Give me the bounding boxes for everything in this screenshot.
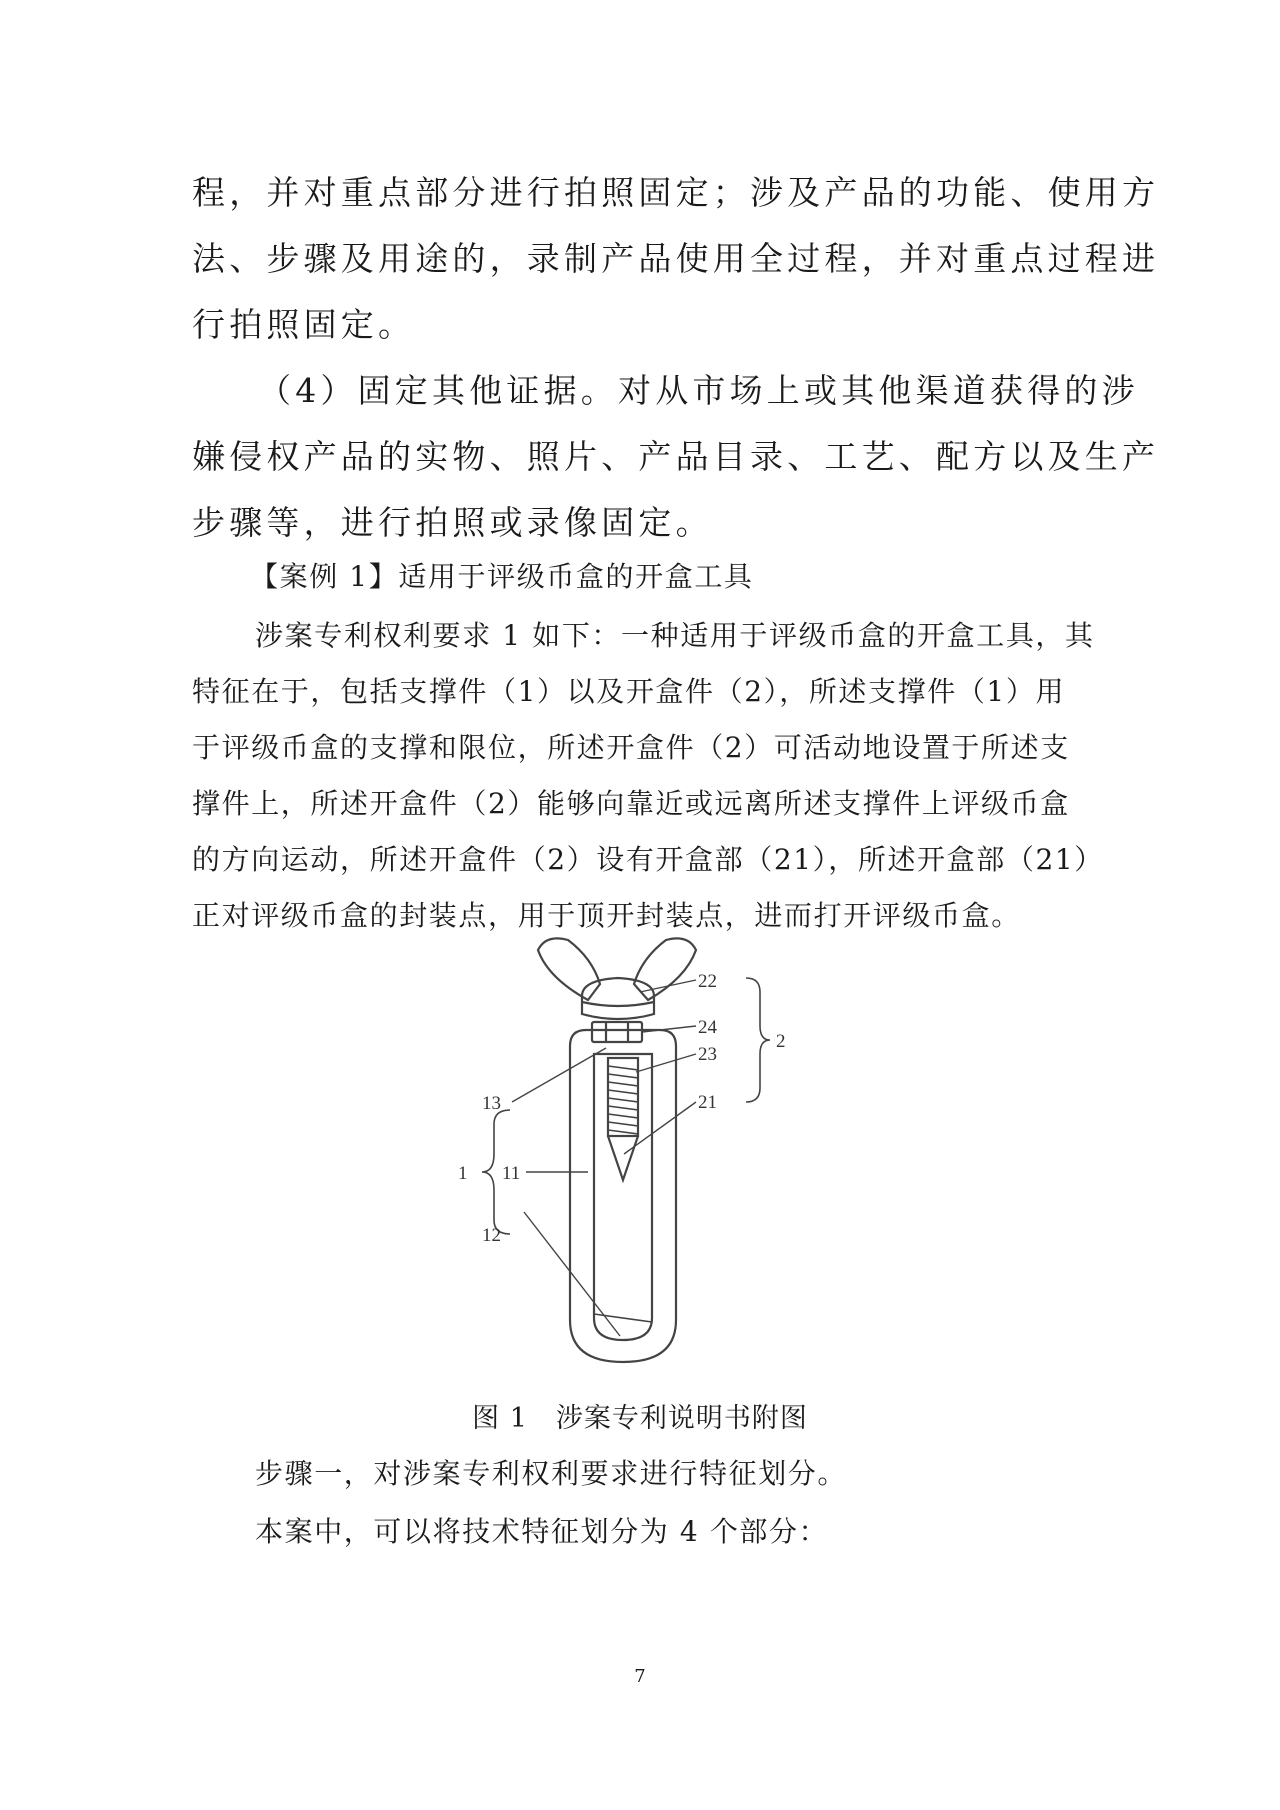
label-24: 24 bbox=[698, 1017, 717, 1038]
label-23: 23 bbox=[698, 1044, 717, 1065]
brace-2 bbox=[746, 978, 770, 1102]
patent-figure bbox=[420, 930, 820, 1380]
label-11: 11 bbox=[502, 1163, 521, 1184]
label-1: 1 bbox=[458, 1163, 468, 1184]
support-frame bbox=[570, 1030, 676, 1362]
label-12: 12 bbox=[482, 1225, 501, 1246]
para-line-3: 行拍照固定。 bbox=[192, 305, 416, 344]
para-line-1: 程，并对重点部分进行拍照固定；涉及产品的功能、使用方 bbox=[192, 173, 1160, 212]
figure-caption: 图 1 涉案专利说明书附图 bbox=[472, 1403, 808, 1434]
opening-tip bbox=[608, 1136, 638, 1180]
claim-line-5: 的方向运动，所述开盒件（2）设有开盒部（21），所述开盒部（21） bbox=[192, 843, 1104, 876]
label-13: 13 bbox=[482, 1093, 501, 1114]
para-line-4: （4）固定其他证据。对从市场上或其他渠道获得的涉 bbox=[258, 371, 1139, 410]
label-21: 21 bbox=[698, 1092, 717, 1113]
label-22: 22 bbox=[698, 971, 717, 992]
division-line: 本案中，可以将技术特征划分为 4 个部分： bbox=[255, 1515, 829, 1548]
wing-left bbox=[538, 938, 600, 1000]
claim-line-2: 特征在于，包括支撑件（1）以及开盒件（2），所述支撑件（1）用 bbox=[192, 675, 1066, 708]
para-line-2: 法、步骤及用途的，录制产品使用全过程，并对重点过程进 bbox=[192, 239, 1160, 278]
para-line-5: 嫌侵权产品的实物、照片、产品目录、工艺、配方以及生产 bbox=[192, 437, 1160, 476]
para-line-6: 步骤等，进行拍照或录像固定。 bbox=[192, 503, 713, 542]
step-one-line: 步骤一，对涉案专利权利要求进行特征划分。 bbox=[255, 1457, 848, 1490]
case-heading: 【案例 1】适用于评级币盒的开盒工具 bbox=[250, 560, 754, 593]
claim-line-1: 涉案专利权利要求 1 如下：一种适用于评级币盒的开盒工具，其 bbox=[255, 619, 1095, 652]
claim-line-3: 于评级币盒的支撑和限位，所述开盒件（2）可活动地设置于所述支 bbox=[192, 731, 1070, 764]
nut-body bbox=[582, 978, 654, 1019]
hex-collar bbox=[592, 1022, 642, 1042]
label-2: 2 bbox=[776, 1031, 786, 1052]
inner-slot bbox=[594, 1054, 652, 1340]
claim-line-6: 正对评级币盒的封装点，用于顶开封装点，进而打开评级币盒。 bbox=[192, 899, 1021, 932]
claim-line-4: 撑件上，所述开盒件（2）能够向靠近或远离所述支撑件上评级币盒 bbox=[192, 787, 1070, 820]
page-number: 7 bbox=[634, 1666, 646, 1687]
